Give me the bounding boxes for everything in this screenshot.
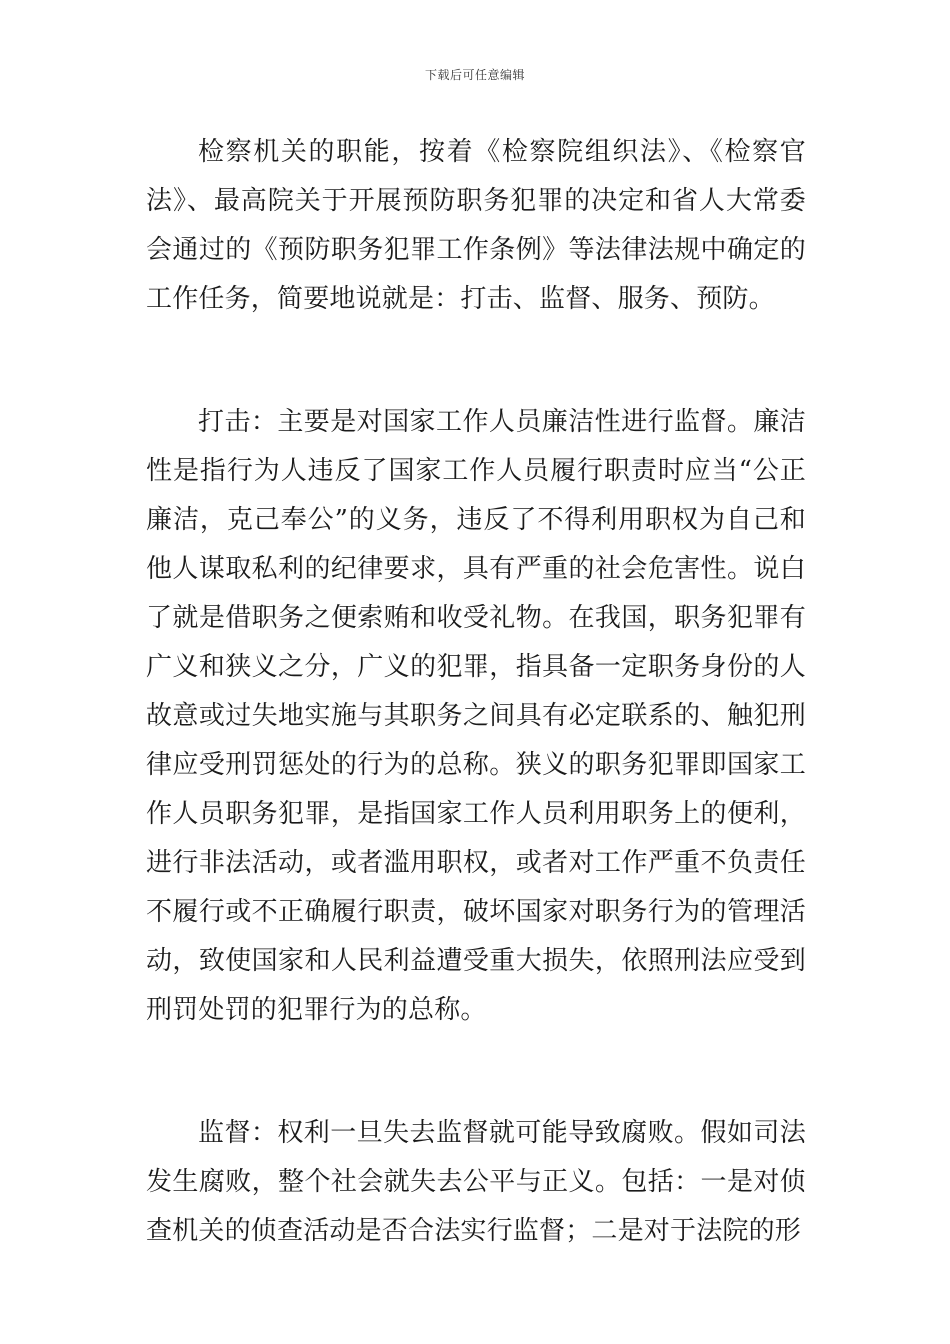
paragraph-strike: 打击：主要是对国家工作人员廉洁性进行监督。廉洁性是指行为人违反了国家工作人员履行职责时应当“公正廉洁，克己奉公”的义务，违反了不得利用职权为自己和他人谋取私利的纪律要求，具有严重的社会危害性。说白了就是借职务之便索贿和收受礼物。在我国，职务犯罪有广义和狭义之分，广义的犯罪，指具备一定职务身份的人故意或过失地实施与其职务之间具有必定联系的、触犯刑律应受刑罚惩处的行为的总称。狭义的职务犯罪即国家工作人员职务犯罪，是指国家工作人员利用职务上的便利，进行非法活动，或者滥用职权，或者对工作严重不负责任不履行或不正确履行职责，破坏国家对职务行为的管理活动，致使国家和人民利益遭受重大损失，依照刑法应受到刑罚处罚的犯罪行为的总称。 (146, 407, 806, 1025)
paragraph-supervision: 监督：权利一旦失去监督就可能导致腐败。假如司法发生腐败，整个社会就失去公平与正义。包括：一是对侦查机关的侦查活动是否合法实行监督；二是对于法院的形 (146, 1118, 806, 1246)
header-note: 下载后可任意编辑 (424, 68, 525, 82)
paragraph-functions: 检察机关的职能，按着《检察院组织法》、《检察官法》、最高院关于开展预防职务犯罪的决定和省人大常委会通过的《预防职务犯罪工作条例》等法律法规中确定的工作任务，简要地说就是：打击、监督、服务、预防。 (146, 137, 806, 314)
document-body (146, 128, 806, 1256)
